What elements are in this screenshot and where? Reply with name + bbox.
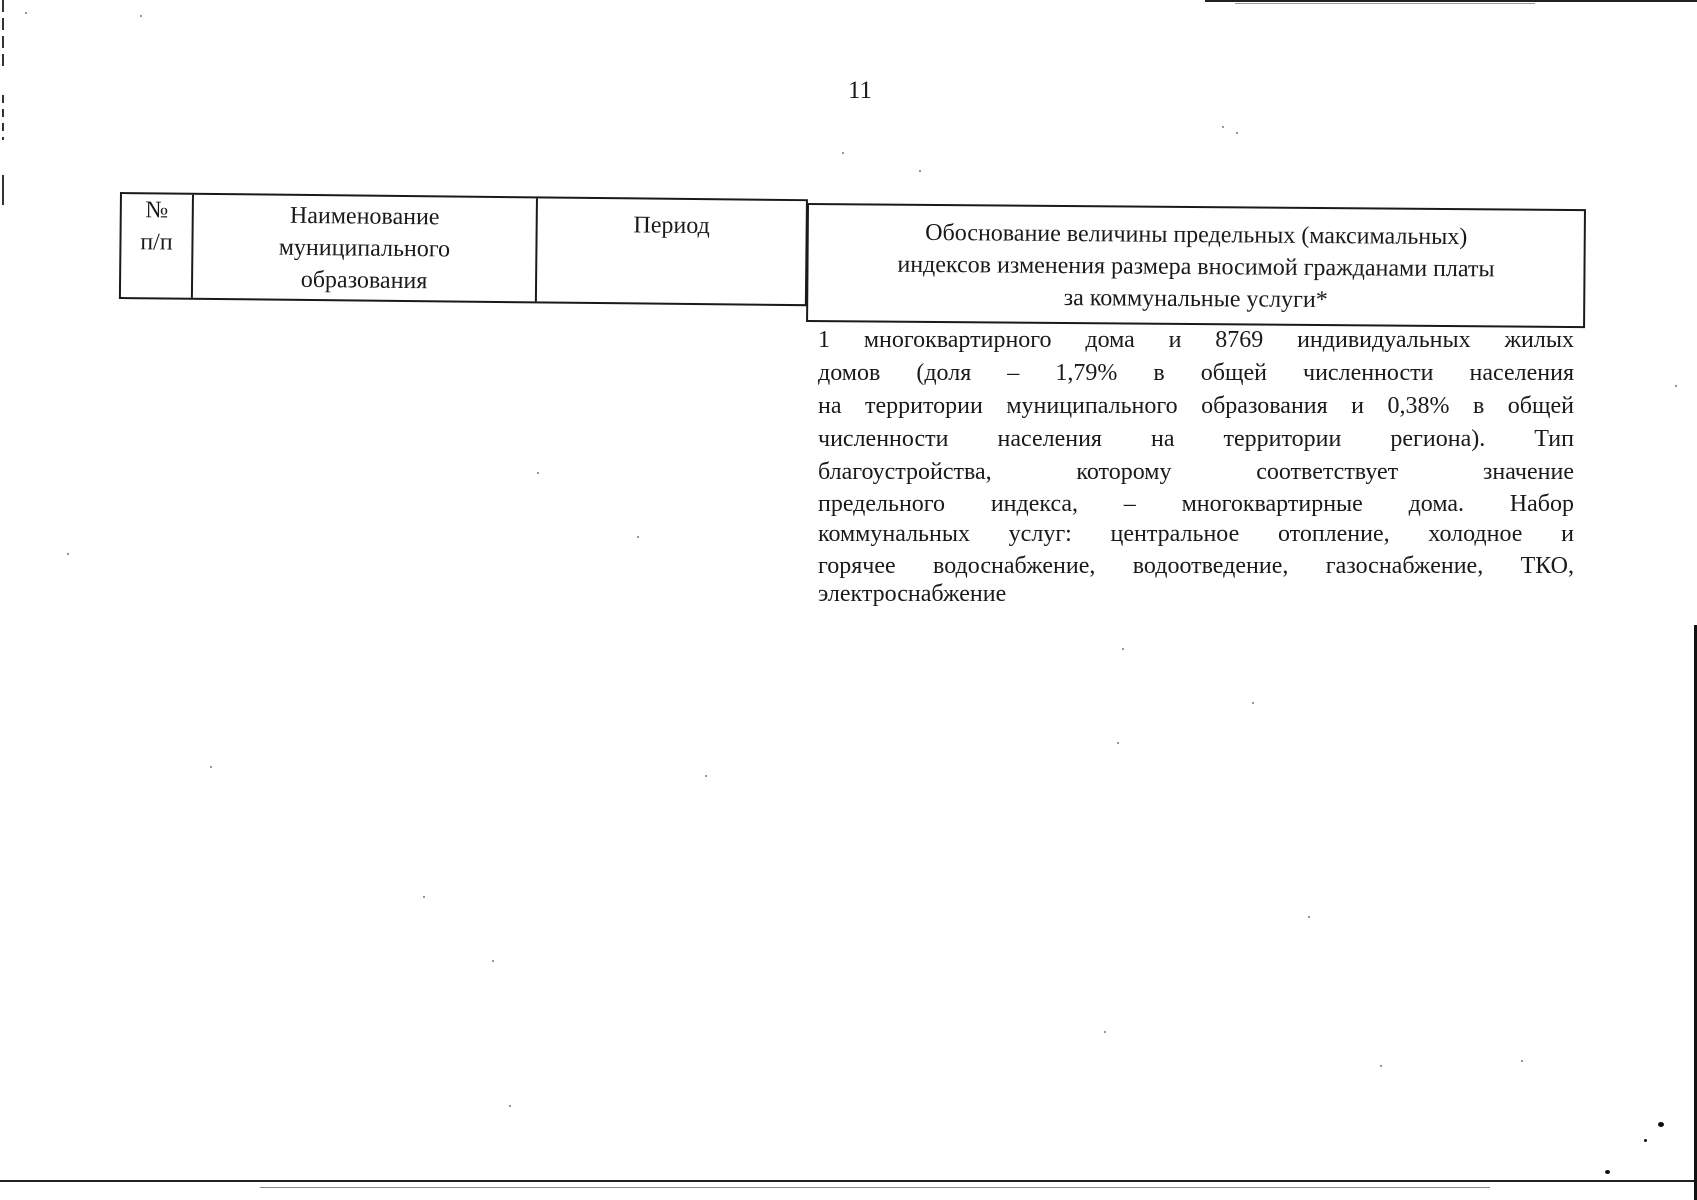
scan-speck: [1122, 648, 1124, 650]
body-text-line: электроснабжение: [818, 581, 1007, 607]
scan-speck: [537, 472, 539, 474]
page-number: 11: [847, 77, 873, 104]
body-text-line: благоустройства, которому соответствует значение: [818, 459, 1574, 485]
header-municipality-line: Наименование: [289, 202, 440, 231]
scan-blot: [1644, 1139, 1647, 1142]
header-cell-number: [121, 194, 192, 259]
header-number-line: п/п: [140, 229, 173, 256]
body-text-line: коммунальных услуг: центральное отопление, холодное и: [818, 521, 1574, 547]
scan-edge-top-faint: [1235, 3, 1535, 4]
scan-speck: [1521, 1060, 1523, 1062]
scan-edge-left-lower: [2, 175, 4, 205]
scan-blot: [1605, 1170, 1610, 1174]
scan-speck: [509, 1105, 511, 1107]
header-municipality-line: муниципального: [278, 234, 451, 263]
body-text-line: предельного индекса, – многоквартирные дома. Набор: [818, 491, 1574, 517]
header-justification-line: за коммунальные услуги*: [1063, 285, 1328, 314]
header-cell-municipality: [193, 199, 536, 299]
header-period-label: Период: [633, 212, 710, 240]
scan-speck: [1222, 126, 1224, 128]
table-header-right: [806, 203, 1586, 328]
body-text-line: домов (доля – 1,79% в общей численности населения: [818, 360, 1574, 386]
scan-edge-left-upper: [2, 0, 4, 70]
table-header-left: [119, 192, 808, 306]
scan-edge-top: [1205, 0, 1697, 2]
scan-speck: [1252, 702, 1254, 704]
scan-speck: [1117, 742, 1119, 744]
scan-speck: [1236, 132, 1238, 134]
scan-speck: [1308, 916, 1310, 918]
header-justification-line: Обоснование величины предельных (максимальных): [925, 219, 1468, 251]
scan-blot: [1658, 1122, 1664, 1127]
scan-speck: [1675, 385, 1677, 387]
scan-speck: [842, 152, 844, 154]
header-cell-justification: [808, 216, 1584, 318]
header-number-line: №: [145, 197, 169, 224]
scan-speck: [1104, 1031, 1106, 1033]
body-text-line: горячее водоснабжение, водоотведение, газоснабжение, ТКО,: [818, 553, 1574, 579]
scan-speck: [25, 12, 27, 14]
scan-edge-bottom-faint: [260, 1187, 1490, 1188]
scan-speck: [637, 536, 639, 538]
scan-speck: [140, 15, 142, 17]
scan-speck: [919, 170, 921, 172]
scan-speck: [492, 960, 494, 962]
scan-edge-left-middle: [2, 95, 4, 140]
scan-edge-bottom: [0, 1180, 1697, 1182]
body-text-line: численности населения на территории региона). Тип: [818, 426, 1574, 452]
body-text-line: 1 многоквартирного дома и 8769 индивидуальных жилых: [818, 327, 1574, 353]
scan-speck: [705, 775, 707, 777]
scan-speck: [67, 553, 69, 555]
scan-speck: [423, 896, 425, 898]
body-text-line: на территории муниципального образования и 0,38% в общей: [818, 393, 1574, 419]
scan-speck: [1380, 1065, 1382, 1067]
header-municipality-line: образования: [300, 266, 428, 295]
scan-speck: [210, 766, 212, 768]
header-justification-line: индексов изменения размера вносимой гражданами платы: [897, 251, 1495, 283]
header-cell-period: [536, 208, 808, 243]
